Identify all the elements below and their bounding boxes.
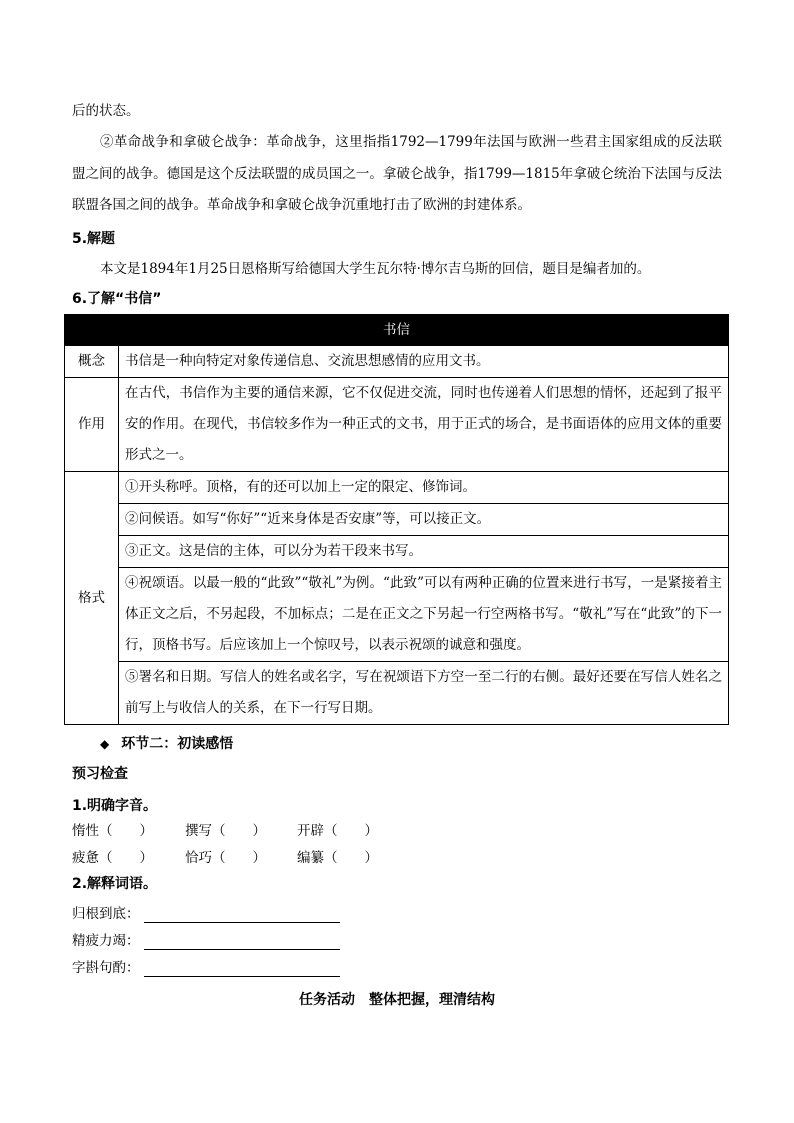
format-item: ①开头称呼。顶格，有的还可以加上一定的限定、修饰词。: [119, 472, 729, 504]
war-note-paragraph: ②革命战争和拿破仑战争：革命战争，这里指指1792—1799年法国与欧洲一些君主国家组成的反法联盟之间的战争。德国是这个反法联盟的成员国之一。拿破仑战争，指1799—1815年拿破仑统治下法国与反法联盟各国之间的战争。革命战争和拿破仑战争沉重地打击了欧洲的封建体系。: [72, 134, 722, 213]
section6-heading: 6.了解“书信”: [72, 291, 162, 307]
intro-tail: 后的状态。: [72, 103, 140, 119]
format-item: ④祝颂语。以最一般的“此致”“敬礼”为例。“此致”可以有两种正确的位置来进行书写，一是紧接着主体正文之后，不另起段，不加标点；二是在正文之下另起一行空两格书写。“敬礼”写在“此致”的下一行，顶格书写。后应该加上一个惊叹号，以表示祝颂的诚意和强度。: [119, 568, 729, 662]
letter-table: [64, 314, 729, 725]
function-text: 在古代，书信作为主要的通信来源，它不仅促进交流，同时也传递着人们思想的情怀，还起到了报平安的作用。在现代，书信较多作为一种正式的文书，用于正式的场合，是书面语体的应用文体的重要形式之一。: [119, 378, 729, 472]
stage2-title: 环节二：初读感悟: [121, 736, 234, 752]
section5-heading: 5.解题: [72, 231, 116, 247]
pinyin-item: 开辟（ ）: [297, 823, 378, 839]
pinyin-item: 疲惫（ ）: [72, 850, 153, 866]
stage2-heading: [100, 735, 233, 753]
function-label: 作用: [65, 378, 119, 472]
term-label: 字斟句酌：: [72, 960, 140, 976]
q1-heading: 1.明确字音。: [72, 798, 158, 814]
concept-label: 概念: [65, 346, 119, 378]
format-item: ⑤署名和日期。写信人的姓名或名字，写在祝颂语下方空一至二行的右侧。最好还要在写信人姓名之前写上与收信人的关系，在下一行写日期。: [119, 662, 729, 725]
pinyin-item: 惰性（ ）: [72, 823, 153, 839]
q2-heading: 2.解释词语。: [72, 876, 158, 892]
section5-text: 本文是1894年1月25日恩格斯写给德国大学生瓦尔特·博尔吉乌斯的回信，题目是编者加的。: [100, 261, 651, 277]
preview-heading: 预习检查: [72, 766, 128, 782]
term-row: [72, 905, 340, 923]
term-label: 归根到底：: [72, 906, 140, 922]
term-row: [72, 959, 340, 977]
format-item: ②问候语。如写“你好”“近来身体是否安康”等，可以接正文。: [119, 504, 729, 536]
table-header: 书信: [65, 315, 729, 346]
answer-blank[interactable]: [144, 908, 340, 923]
concept-text: 书信是一种向特定对象传递信息、交流思想感情的应用文书。: [119, 346, 729, 378]
format-item: ③正文。这是信的主体，可以分为若干段来书写。: [119, 536, 729, 568]
task-title: 任务活动 整体把握，理清结构: [299, 992, 495, 1008]
format-label: 格式: [65, 472, 119, 725]
answer-blank[interactable]: [144, 935, 340, 950]
pinyin-item: 编纂（ ）: [297, 850, 378, 866]
pinyin-item: 撰写（ ）: [185, 823, 266, 839]
term-row: [72, 932, 340, 950]
term-label: 精疲力竭：: [72, 933, 140, 949]
answer-blank[interactable]: [144, 962, 340, 977]
pinyin-item: 恰巧（ ）: [185, 850, 266, 866]
diamond-bullet-icon: ◆: [100, 737, 110, 751]
